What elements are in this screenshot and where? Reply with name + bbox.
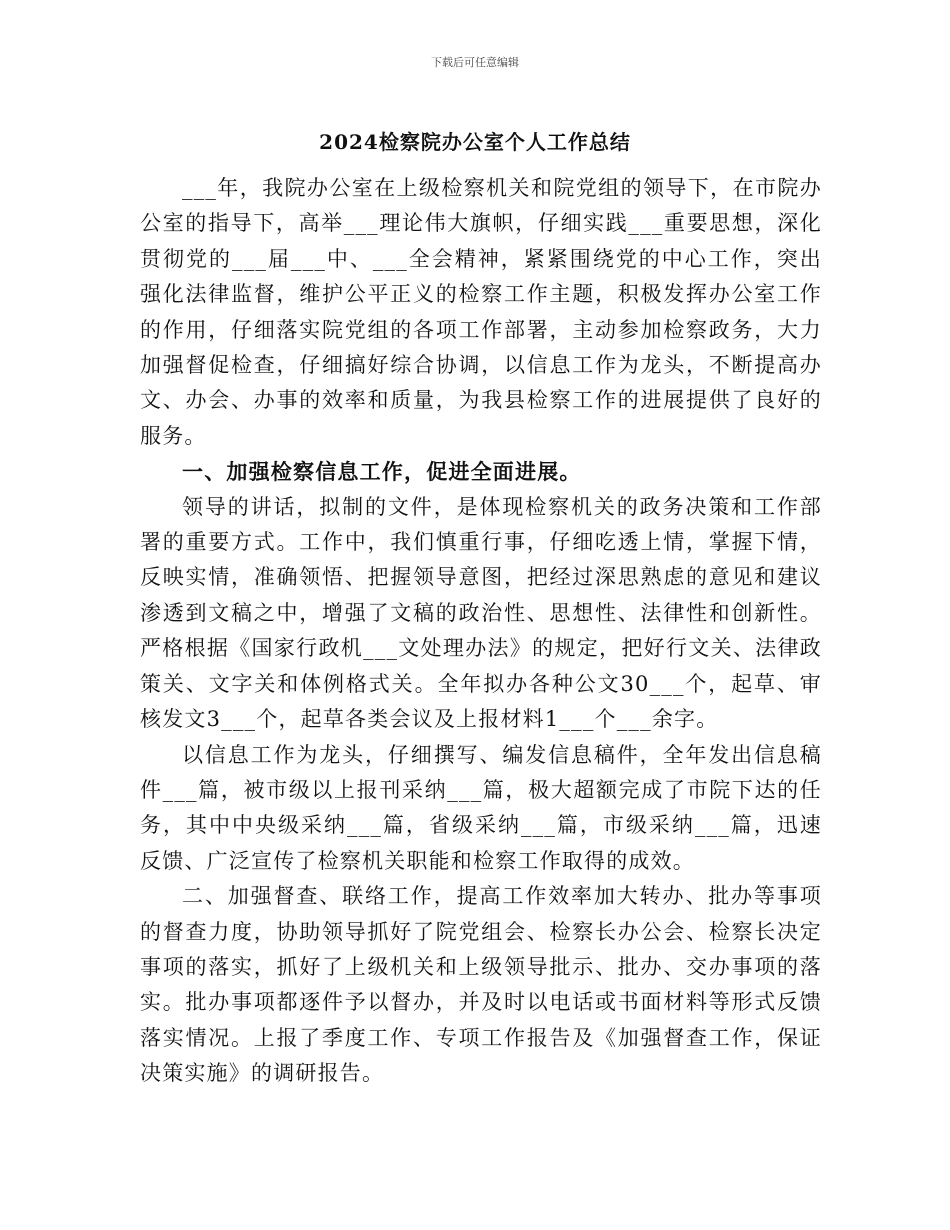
paragraph-intro: ___年，我院办公室在上级检察机关和院党组的领导下，在市院办公室的指导下，高举___理论伟大旗帜，仔细实践___重要思想，深化贯彻党的___届___中、___全会精神，紧紧围绕党的中心工作，突出强化法律监督，维护公平正义的检察工作主题，积极发挥办公室工作的作用，仔细落实院党组的各项工作部署，主动参加检察政务，大力加强督促检查，仔细搞好综合协调，以信息工作为龙头，不断提高办文、办会、办事的效率和质量，为我县检察工作的进展提供了良好的服务。 xyxy=(140,176,822,448)
section-heading-1: 一、加强检察信息工作，促进全面进展。 xyxy=(182,459,582,485)
header-note: 下载后可任意编辑 xyxy=(431,56,519,69)
document-body xyxy=(140,171,822,1092)
paragraph-documents: 领导的讲话，拟制的文件，是体现检察机关的政务决策和工作部署的重要方式。工作中，我们慎重行事，仔细吃透上情，掌握下情，反映实情，准确领悟、把握领导意图，把经过深思熟虑的意见和建议渗透到文稿之中，增强了文稿的政治性、思想性、法律性和创新性。严格根据《国家行政机___文处理办法》的规定，把好行文关、法律政策关、文字关和体例格式关。全年拟办各种公文30___个，起草、审核发文3___个，起草各类会议及上报材料1___个___余字。 xyxy=(140,494,822,732)
paragraph-information: 以信息工作为龙头，仔细撰写、编发信息稿件，全年发出信息稿件___篇，被市级以上报刊采纳___篇，极大超额完成了市院下达的任务，其中中央级采纳___篇，省级采纳___篇，市级采纳___篇，迅速反馈、广泛宣传了检察机关职能和检察工作取得的成效。 xyxy=(140,742,822,873)
document-title: 2024检察院办公室个人工作总结 xyxy=(319,130,631,154)
paragraph-supervision: 二、加强督查、联络工作，提高工作效率加大转办、批办等事项的督查力度，协助领导抓好了院党组会、检察长办公会、检察长决定事项的落实，抓好了上级机关和上级领导批示、批办、交办事项的落实。批办事项都逐件予以督办，并及时以电话或书面材料等形式反馈落实情况。上报了季度工作、专项工作报告及《加强督查工作，保证决策实施》的调研报告。 xyxy=(140,884,822,1086)
